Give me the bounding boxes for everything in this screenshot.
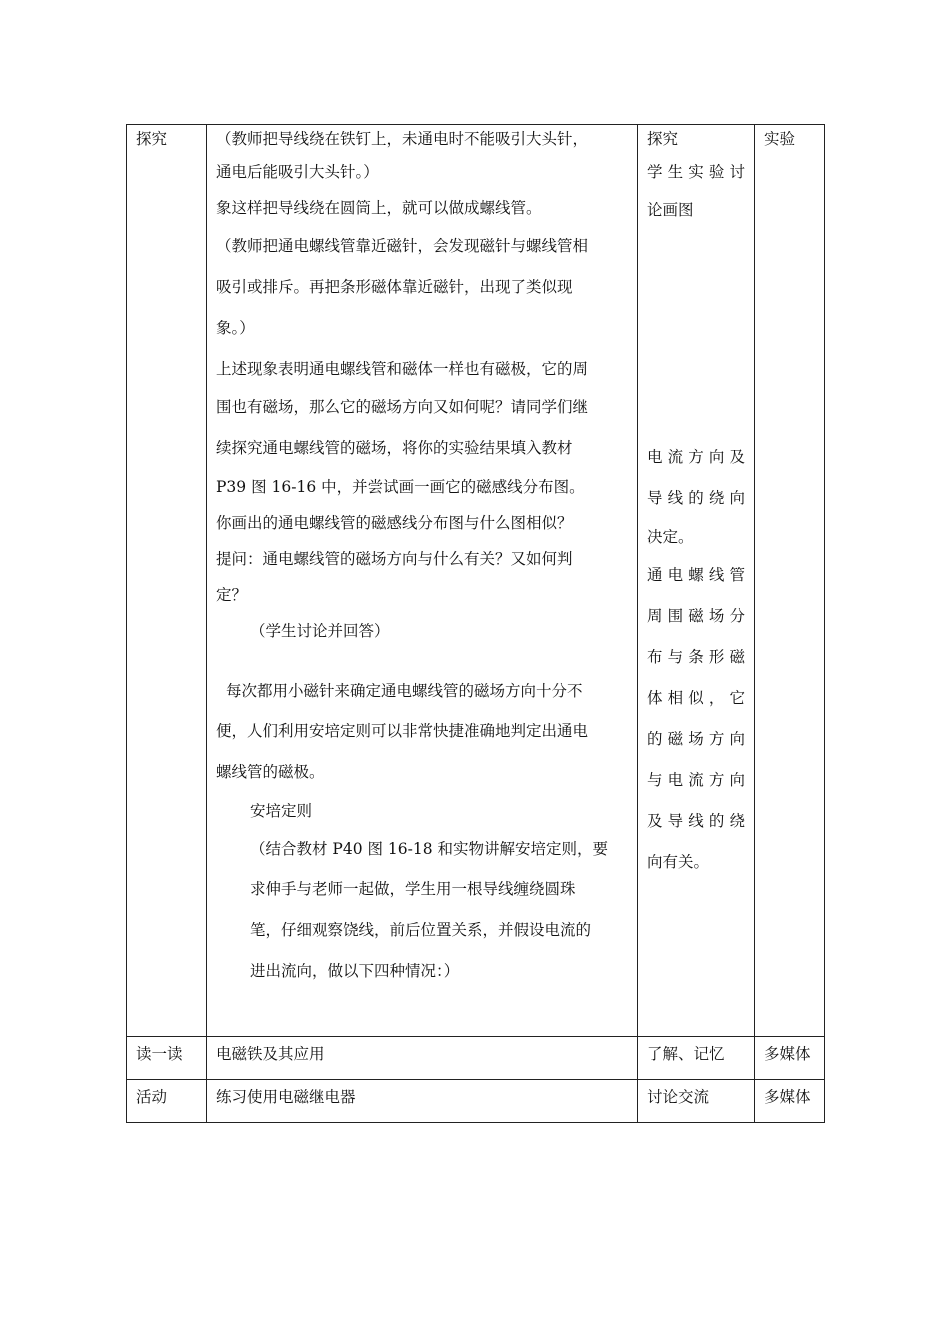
text-line: 象。）: [216, 319, 255, 337]
text-line: 向有关。: [647, 853, 710, 871]
cell-stage: 读一读: [127, 1037, 207, 1080]
text-line: 定？: [216, 586, 248, 604]
method-label: 实验: [764, 130, 796, 148]
text-line: 续探究通电螺线管的磁场，将你的实验结果填入教材: [216, 439, 573, 457]
cell-student-activity: 讨论交流: [638, 1080, 755, 1123]
text-line: 通电螺线管: [647, 566, 745, 584]
text-line: 导线的绕向: [647, 489, 745, 507]
cell-teacher-activity: 电磁铁及其应用: [207, 1037, 638, 1080]
text-line: 安培定则: [250, 802, 313, 820]
text-line: （教师把导线绕在铁钉上，未通电时不能吸引大头针，: [216, 130, 589, 148]
text-line: 体相似，它: [647, 689, 745, 707]
cell-method: 多媒体: [755, 1037, 825, 1080]
text-line: 电流方向及: [647, 448, 745, 466]
cell-stage: [127, 125, 207, 1037]
cell-method: 多媒体: [755, 1080, 825, 1123]
text-line: 学生实验讨: [647, 163, 745, 181]
cell-teacher-activity: 练习使用电磁继电器: [207, 1080, 638, 1123]
text-line: 论画图: [647, 201, 694, 219]
text-line: 进出流向，做以下四种情况：）: [250, 962, 460, 980]
cell-student-activity: 了解、记忆: [638, 1037, 755, 1080]
text-line: 通电后能吸引大头针。）: [216, 163, 379, 181]
text-line: （学生讨论并回答）: [250, 622, 390, 640]
text-line: 求伸手与老师一起做，学生用一根导线缠绕圆珠: [250, 880, 576, 898]
stage-label: 探究: [136, 130, 168, 148]
cell-teacher-activity: [207, 125, 638, 1037]
text-line: （教师把通电螺线管靠近磁针，会发现磁针与螺线管相: [216, 237, 589, 255]
text-line: 探究: [647, 130, 679, 148]
text-line: 你画出的通电螺线管的磁感线分布图与什么图相似？: [216, 514, 573, 532]
text-line: P39 图 16-16 中，并尝试画一画它的磁感线分布图。: [216, 478, 585, 496]
text-line: 吸引或排斥。再把条形磁体靠近磁针，出现了类似现: [216, 278, 573, 296]
cell-stage: 活动: [127, 1080, 207, 1123]
text-line: 每次都用小磁针来确定通电螺线管的磁场方向十分不: [226, 682, 583, 700]
text-line: 象这样把导线绕在圆筒上，就可以做成螺线管。: [216, 199, 542, 217]
text-line: 上述现象表明通电螺线管和磁体一样也有磁极，它的周: [216, 360, 589, 378]
cell-student-activity: [638, 125, 755, 1037]
lesson-plan-table: [126, 124, 825, 1123]
text-line: 与电流方向: [647, 771, 745, 789]
cell-method: [755, 125, 825, 1037]
text-line: 的磁场方向: [647, 730, 745, 748]
table-row-explore: [127, 125, 825, 1037]
text-line: 便，人们利用安培定则可以非常快捷准确地判定出通电: [216, 722, 589, 740]
text-line: （结合教材 P40 图 16-18 和实物讲解安培定则，要: [250, 840, 609, 858]
text-line: 布与条形磁: [647, 648, 745, 666]
table-row-activity: [127, 1080, 825, 1123]
text-line: 围也有磁场，那么它的磁场方向又如何呢？请同学们继: [216, 398, 589, 416]
text-line: 笔，仔细观察饶线，前后位置关系，并假设电流的: [250, 921, 592, 939]
text-line: 决定。: [647, 528, 694, 546]
table-row-read: [127, 1037, 825, 1080]
text-line: 提问：通电螺线管的磁场方向与什么有关？又如何判: [216, 550, 573, 568]
text-line: 螺线管的磁极。: [216, 763, 325, 781]
text-line: 及导线的绕: [647, 812, 745, 830]
text-line: 周围磁场分: [647, 607, 745, 625]
